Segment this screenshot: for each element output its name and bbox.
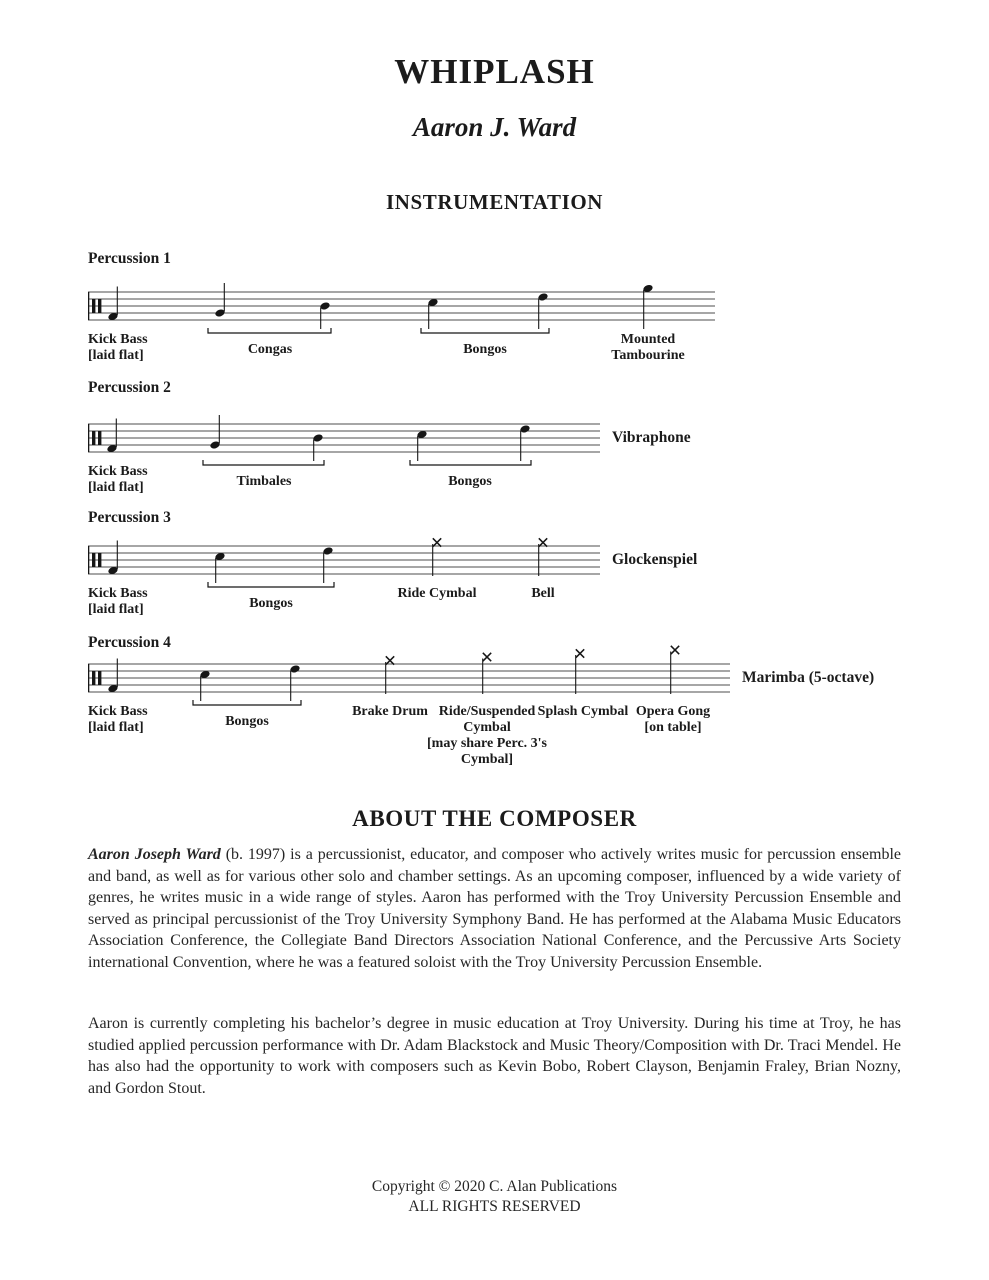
instrument-label — [427, 704, 547, 768]
percussion-clef-icon — [92, 671, 95, 685]
instrument-label — [531, 586, 554, 602]
instrument-label-line: Bongos — [249, 596, 293, 611]
instrument-label — [448, 474, 492, 490]
staff-side-instrument-label: Marimba (5-octave) — [742, 669, 875, 686]
staff-percussion-4 — [88, 642, 730, 710]
staff-percussion-2 — [88, 402, 600, 470]
staff-label-percussion-3: Percussion 3 — [88, 509, 171, 526]
instrument-label — [88, 586, 148, 618]
group-bracket — [193, 700, 301, 705]
rights-line: ALL RIGHTS RESERVED — [408, 1198, 581, 1215]
copyright-line: Copyright © 2020 C. Alan Publications — [371, 1178, 618, 1195]
instrument-label-line: Kick Bass — [88, 704, 148, 719]
instrument-label-line: [laid flat] — [88, 720, 144, 735]
instrument-label-line: Opera Gong — [635, 704, 711, 719]
instrument-label — [352, 704, 428, 720]
instrument-label — [225, 714, 269, 730]
staff-side-instrument-label: Vibraphone — [612, 429, 691, 446]
instrument-label — [611, 332, 684, 364]
percussion-clef-icon — [98, 299, 101, 313]
percussion-clef-icon — [98, 553, 101, 567]
group-bracket — [410, 460, 531, 465]
bio-paragraph-2: Aaron is currently completing his bachelor’s degree in music education at Troy University. During his time at Troy, he has studied applied percussion performance with Dr. Adam Blackstock and Music Theory/Composition with Dr. Traci Mendel. He has also had the opportunity to work with composers such as Kevin Bobo, Robert Clayson, Benjamin Fraley, Brian Nozny, and Gordon Stout. — [88, 1015, 901, 1097]
barline — [88, 664, 89, 692]
instrument-label-line: Kick Bass — [88, 332, 148, 347]
instrument-label-line: [may share Perc. 3's — [426, 736, 548, 751]
instrument-label-line: [on table] — [644, 720, 702, 735]
percussion-clef-icon — [98, 671, 101, 685]
instrument-label — [636, 704, 710, 736]
barline — [88, 546, 89, 574]
group-bracket — [203, 460, 324, 465]
copyright-block — [0, 1177, 989, 1217]
composer-full-name: Aaron Joseph Ward — [88, 846, 221, 863]
instrument-label-line: Congas — [247, 342, 293, 357]
group-bracket — [208, 328, 331, 333]
instrument-label-line: Bongos — [448, 474, 492, 489]
instrument-label-line: Cymbal — [463, 720, 511, 735]
group-bracket — [208, 582, 334, 587]
instrument-label-line: Tambourine — [611, 348, 685, 363]
staff-percussion-1 — [88, 270, 715, 338]
instrument-label-line: Bell — [531, 586, 555, 601]
instrument-label-line: Ride Cymbal — [397, 586, 477, 601]
percussion-clef-icon — [92, 431, 95, 445]
instrument-label — [249, 596, 293, 612]
staff-label-percussion-2: Percussion 2 — [88, 379, 171, 396]
about-heading: ABOUT THE COMPOSER — [352, 806, 637, 831]
instrument-label — [88, 704, 148, 736]
instrument-label-line: Kick Bass — [88, 586, 148, 601]
barline — [88, 424, 89, 452]
composer-name: Aaron J. Ward — [412, 112, 577, 142]
instrument-label-line: Brake Drum — [352, 704, 428, 719]
instrument-label-line: Cymbal] — [460, 752, 514, 767]
instrument-label — [88, 464, 148, 496]
instrumentation-heading: INSTRUMENTATION — [385, 190, 604, 214]
barline — [88, 292, 89, 320]
instrument-label-line: [laid flat] — [88, 348, 144, 363]
instrument-label-line: Bongos — [225, 714, 269, 729]
percussion-clef-icon — [92, 299, 95, 313]
staff-percussion-3 — [88, 524, 600, 592]
instrument-label-line: Bongos — [463, 342, 507, 357]
bio-paragraph-1-text: (b. 1997) is a percussionist, educator, and composer who actively writes music for percussion ensemble and band, as well as for various other solo and chamber settings. As an upcoming composer, influenced by a wide variety of genres, he writes music in a wide range of styles. Aaron has performed with the Troy University Percussion Ensemble and served as principal percussionist of the Troy University Symphony Band. He has performed at the Alabama Music Educators Association Conference, the Collegiate Band Directors Association National Conference, and the Percussive Arts Society international Convention, where he was a featured soloist with the Troy University Percussion Ensemble. — [88, 846, 901, 971]
group-bracket — [421, 328, 549, 333]
instrument-label — [237, 474, 292, 490]
instrument-label-line: Mounted — [620, 332, 676, 347]
staff-side-instrument-label: Glockenspiel — [612, 551, 698, 568]
bio-paragraph-1 — [88, 844, 901, 974]
percussion-clef-icon — [92, 553, 95, 567]
piece-title: WHIPLASH — [394, 52, 595, 91]
instrument-label-line: Ride/Suspended — [438, 704, 536, 719]
staff-label-percussion-1: Percussion 1 — [88, 250, 171, 267]
instrument-label-line: [laid flat] — [88, 602, 144, 617]
staff-label-percussion-4: Percussion 4 — [88, 634, 171, 651]
instrument-label-line: [laid flat] — [88, 480, 144, 495]
instrument-label — [463, 342, 507, 358]
instrument-label — [248, 342, 292, 358]
percussion-clef-icon — [98, 431, 101, 445]
instrument-label-line: Kick Bass — [88, 464, 148, 479]
instrument-label — [398, 586, 477, 602]
instrument-label-line: Splash Cymbal — [537, 704, 629, 719]
instrument-label — [538, 704, 629, 720]
instrument-label-line: Timbales — [236, 474, 292, 489]
instrument-label — [88, 332, 148, 364]
